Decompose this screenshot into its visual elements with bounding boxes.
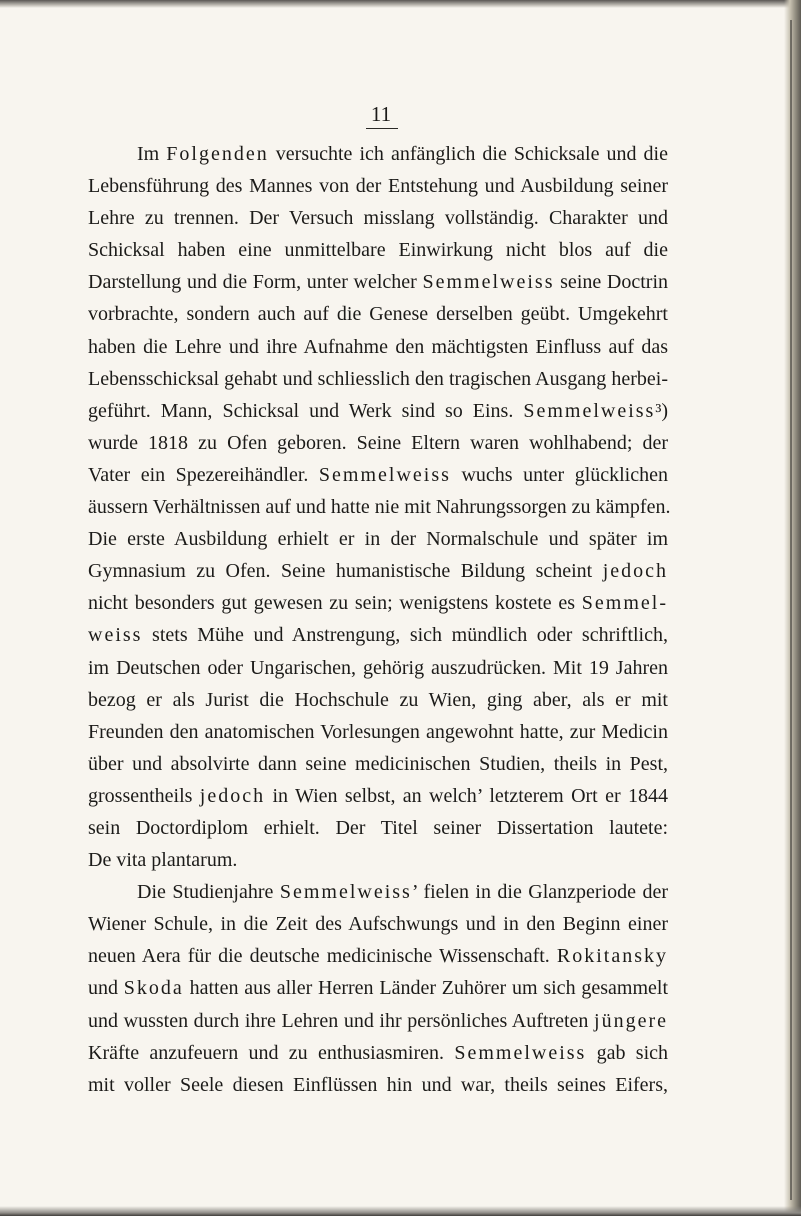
text-line xyxy=(88,427,668,459)
page-bottom-shadow xyxy=(0,1206,801,1216)
text-line xyxy=(88,266,668,298)
text-segment: Gymnasium zu Ofen. Seine humanistische Bildung scheint xyxy=(88,560,603,583)
spaced-name: Semmelweiss xyxy=(279,881,412,904)
spaced-name: Folgenden xyxy=(166,143,269,165)
text-segment: vorbrachte, sondern auch auf die Genese derselben geübt. Umgekehrt xyxy=(88,303,668,326)
text-segment: über und absolvirte dann seine medicinischen Studien, theils in Pest, xyxy=(88,752,668,775)
text-line xyxy=(88,138,668,170)
text-segment: mit voller Seele diesen Einflüssen hin und war, theils seines Eifers, xyxy=(88,1073,668,1096)
text-line xyxy=(88,395,668,427)
text-segment: stets Mühe und Anstrengung, sich mündlich oder schriftlich, xyxy=(142,624,668,647)
spaced-name: Semmelweiss xyxy=(523,399,656,422)
text-line xyxy=(88,459,668,491)
text-segment: geführt. Mann, Schicksal und Werk sind so Eins. xyxy=(88,399,524,422)
text-line xyxy=(88,491,671,523)
text-segment: bezog er als Jurist die Hochschule zu Wien, ging aber, als er mit xyxy=(88,688,668,711)
text-line xyxy=(88,812,668,844)
text-line xyxy=(88,619,668,651)
text-line xyxy=(88,331,668,363)
text-segment: Lebensführung des Mannes von der Entstehung und Ausbildung seiner xyxy=(88,175,668,198)
text-segment: Im xyxy=(137,143,167,165)
text-line xyxy=(88,1069,668,1101)
text-segment: Die Studienjahre xyxy=(137,881,280,904)
page-edge-line xyxy=(790,20,792,1200)
text-segment: sein Doctordiplom erhielt. Der Titel seiner Dissertation lautete: xyxy=(88,816,668,839)
text-line xyxy=(88,298,668,330)
text-line xyxy=(88,748,668,780)
text-line xyxy=(88,652,668,684)
spaced-name: weiss xyxy=(88,624,143,647)
spaced-name: jedoch xyxy=(602,560,668,583)
text-segment: Darstellung und die Form, unter welcher xyxy=(88,271,423,294)
text-line xyxy=(88,844,668,876)
page-number-underline xyxy=(366,128,398,129)
text-line xyxy=(88,972,668,1004)
spaced-name: jüngere xyxy=(594,1009,668,1032)
text-segment: ³) xyxy=(655,399,668,422)
text-segment: gab sich xyxy=(586,1041,669,1064)
text-segment: grossentheils xyxy=(88,784,200,807)
spaced-name: Semmel- xyxy=(581,592,668,615)
text-segment: Vater ein Spezereihändler. xyxy=(88,463,319,486)
text-segment: Schicksal haben eine unmittelbare Einwirkung nicht blos auf die xyxy=(88,239,668,262)
paragraph xyxy=(88,876,668,1101)
text-line xyxy=(88,1037,668,1069)
text-segment: Wiener Schule, in die Zeit des Aufschwungs und in den Beginn einer xyxy=(88,913,668,936)
page-number: 11 xyxy=(370,102,392,126)
body-text xyxy=(88,138,671,1101)
text-line xyxy=(88,940,668,972)
text-segment: wurde 1818 zu Ofen geboren. Seine Eltern waren wohlhabend; der xyxy=(88,431,668,454)
text-segment: in Wien selbst, an welch’ letzterem Ort er 1844 xyxy=(265,784,668,807)
text-line xyxy=(88,363,668,395)
spaced-name: Semmelweiss xyxy=(422,271,555,294)
text-segment: und wussten durch ihre Lehren und ihr persönliches Auftreten xyxy=(88,1009,595,1032)
text-line xyxy=(88,780,668,812)
text-segment: wuchs unter glücklichen xyxy=(450,463,668,486)
text-line xyxy=(88,523,668,555)
text-segment: haben die Lehre und ihre Aufnahme den mächtigsten Einfluss auf das xyxy=(88,335,668,358)
text-segment: Die erste Ausbildung erhielt er in der Normalschule und später im xyxy=(88,528,668,551)
text-line xyxy=(88,587,668,619)
text-segment: hatten aus aller Herren Länder Zuhörer um sich gesammelt xyxy=(183,977,668,1000)
text-line xyxy=(88,234,668,266)
text-segment: De vita plantarum. xyxy=(88,849,238,872)
text-line xyxy=(88,716,668,748)
text-segment: nicht besonders gut gewesen zu sein; wenigstens kostete es xyxy=(88,592,582,615)
text-line xyxy=(88,1005,668,1037)
text-segment: Lehre zu trennen. Der Versuch misslang vollständig. Charakter und xyxy=(88,207,668,230)
text-segment: im Deutschen oder Ungarischen, gehörig auszudrücken. Mit 19 Jahren xyxy=(88,656,668,679)
text-line xyxy=(88,908,668,940)
text-line xyxy=(88,170,668,202)
page-binding-edge xyxy=(784,0,801,1216)
spaced-name: Semmelweiss xyxy=(454,1041,587,1064)
text-segment: äussern Verhältnissen auf und hatte nie mit Nahrungssorgen zu kämpfen. xyxy=(88,496,671,519)
paragraph xyxy=(88,138,671,876)
page-top-shadow xyxy=(0,0,801,8)
text-segment: und xyxy=(88,977,124,1000)
text-segment: Lebensschicksal gehabt und schliesslich den tragischen Ausgang herbei- xyxy=(88,367,668,390)
text-segment: ’ fielen in die Glanzperiode der xyxy=(411,881,668,904)
text-line xyxy=(88,876,668,908)
spaced-name: jedoch xyxy=(199,784,266,807)
spaced-name: Skoda xyxy=(123,977,184,1000)
text-segment: Kräfte anzufeuern und zu enthusiasmiren. xyxy=(88,1041,455,1064)
spaced-name: Rokitansky xyxy=(556,945,668,968)
text-line xyxy=(88,202,668,234)
spaced-name: Semmelweiss xyxy=(318,463,451,486)
text-segment: seine Doctrin xyxy=(554,271,669,294)
text-segment: versuchte ich anfänglich die Schicksale und die xyxy=(268,143,668,165)
text-line xyxy=(88,684,668,716)
text-segment: neuen Aera für die deutsche medicinische Wissenschaft. xyxy=(88,945,557,968)
text-segment: Freunden den anatomischen Vorlesungen angewohnt hatte, zur Medicin xyxy=(88,720,668,743)
text-line xyxy=(88,555,668,587)
